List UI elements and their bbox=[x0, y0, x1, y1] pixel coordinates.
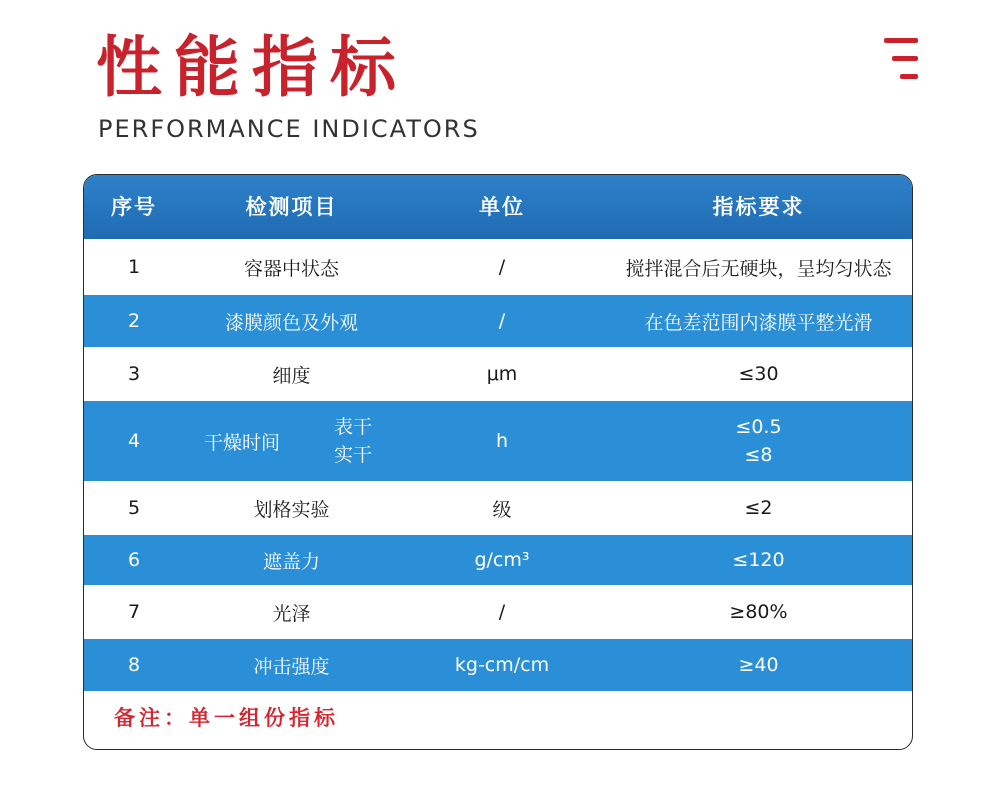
test-item: 遮盖力 bbox=[262, 550, 320, 573]
table-row bbox=[84, 585, 912, 639]
column-header-item: 检测项目 bbox=[245, 195, 338, 219]
requirement: ≥80% bbox=[729, 601, 788, 623]
row-number: 6 bbox=[127, 549, 141, 571]
test-item: 干燥时间 bbox=[204, 431, 281, 454]
row-number: 1 bbox=[127, 256, 141, 278]
requirement-surface-dry: ≤0.5 bbox=[735, 416, 782, 438]
column-header-no: 序号 bbox=[111, 195, 157, 219]
table-note: 备注：单一组份指标 bbox=[114, 706, 339, 730]
row-number: 4 bbox=[127, 430, 141, 452]
table-row bbox=[84, 347, 912, 401]
sub-item-group bbox=[334, 401, 372, 481]
unit: kg-cm/cm bbox=[454, 654, 550, 676]
requirement: ≤2 bbox=[744, 497, 773, 519]
menu-line bbox=[892, 56, 918, 61]
row-number: 2 bbox=[127, 310, 141, 332]
test-item: 划格实验 bbox=[253, 498, 330, 521]
indicators-table bbox=[83, 174, 913, 750]
test-item: 光泽 bbox=[272, 602, 311, 625]
test-item: 冲击强度 bbox=[253, 655, 330, 678]
table-row bbox=[84, 401, 912, 481]
requirement: 搅拌混合后无硬块，呈均匀状态 bbox=[625, 257, 892, 280]
requirement-hard-dry: ≤8 bbox=[744, 444, 773, 466]
sub-item-surface-dry: 表干 bbox=[334, 416, 373, 438]
row-number: 8 bbox=[127, 654, 141, 676]
row-number: 5 bbox=[127, 497, 141, 519]
menu-line bbox=[900, 74, 918, 79]
column-header-unit: 单位 bbox=[479, 195, 525, 219]
sub-item-hard-dry: 实干 bbox=[334, 444, 373, 466]
row-number: 7 bbox=[127, 601, 141, 623]
unit: / bbox=[498, 601, 506, 623]
menu-line bbox=[884, 38, 918, 43]
unit: 级 bbox=[492, 498, 512, 521]
requirement: ≤30 bbox=[738, 363, 779, 385]
unit: / bbox=[498, 256, 506, 278]
unit: g/cm³ bbox=[474, 549, 530, 571]
menu-icon[interactable] bbox=[880, 38, 924, 82]
row-number: 3 bbox=[127, 363, 141, 385]
page-subtitle: PERFORMANCE INDICATORS bbox=[98, 115, 480, 143]
requirement: 在色差范围内漆膜平整光滑 bbox=[644, 311, 873, 334]
table-row bbox=[84, 295, 912, 347]
test-item: 漆膜颜色及外观 bbox=[224, 311, 358, 334]
unit: μm bbox=[486, 363, 518, 385]
table-row bbox=[84, 239, 912, 295]
table-row bbox=[84, 481, 912, 535]
test-item: 容器中状态 bbox=[243, 257, 339, 280]
requirement bbox=[605, 401, 912, 481]
column-header-requirement: 指标要求 bbox=[712, 195, 805, 219]
unit: h bbox=[495, 430, 509, 452]
requirement: ≥40 bbox=[738, 654, 779, 676]
table-row bbox=[84, 639, 912, 691]
page-title: 性能指标 bbox=[96, 29, 408, 106]
table-header bbox=[84, 175, 912, 239]
requirement: ≤120 bbox=[732, 549, 785, 571]
test-item: 细度 bbox=[272, 364, 311, 387]
unit: / bbox=[498, 310, 506, 332]
table-row bbox=[84, 535, 912, 585]
